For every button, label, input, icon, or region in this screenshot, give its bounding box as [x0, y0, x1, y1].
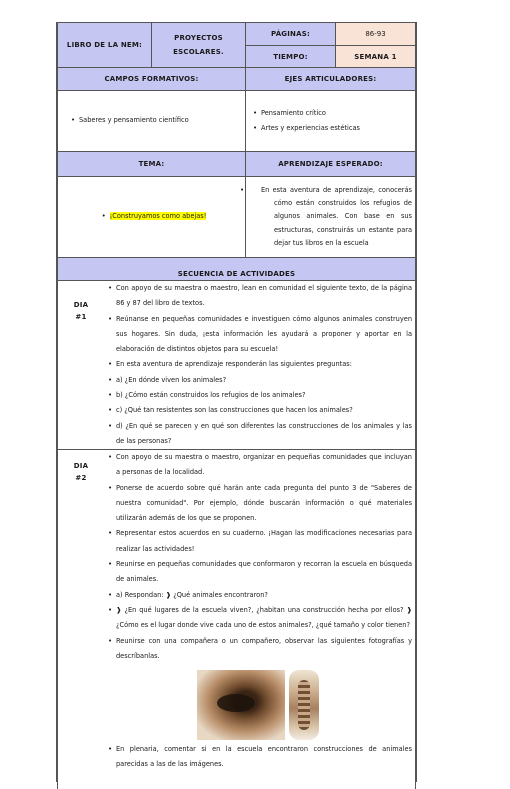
campos-title-cell — [57, 67, 246, 91]
cocoon-photo — [289, 670, 319, 740]
tema-content-cell — [57, 176, 246, 258]
day1-list — [103, 281, 412, 449]
ejes-item: • Pensamiento crítico — [248, 106, 360, 121]
aprendizaje-title-cell — [245, 151, 416, 177]
campos-list — [66, 113, 189, 128]
day2-item: • Reunirse en pequeñas comunidades que conformaron y recorran la escuela en búsqueda de animales. — [103, 557, 412, 588]
ejes-title: EJES ARTICULADORES: — [284, 75, 377, 83]
day1-item: • Con apoyo de su maestra o maestro, lean en comunidad el siguiente texto, de la página 86 y 87 del libro de textos. — [103, 281, 412, 312]
ejes-list — [248, 106, 360, 137]
day2-closing-item: • En plenaria, comentar si en la escuela encontraron construcciones de animales parecidas a las de las imágenes. — [103, 742, 412, 773]
tema-title-cell — [57, 151, 246, 177]
libro-label-cell — [57, 22, 152, 68]
campos-title: CAMPOS FORMATIVOS: — [104, 75, 199, 83]
aprendizaje-list — [248, 184, 412, 250]
tema-list — [97, 209, 207, 224]
paginas-value: 86-93 — [365, 30, 386, 38]
day1-item: • c) ¿Qué tan resistentes son las construcciones que hacen los animales? — [103, 403, 412, 418]
libro-value: PROYECTOS ESCOLARES. — [173, 34, 224, 56]
day1-label: DIA #1 — [73, 301, 89, 321]
day2-item: • Reunirse con una compañera o un compañero, observar las siguientes fotografías y descríbanlas. — [103, 634, 412, 665]
campos-item: • Saberes y pensamiento científico — [66, 113, 189, 128]
day2-item: • Representar estos acuerdos en su cuaderno. ¡Hagan las modificaciones necesarias para realizar las actividades! — [103, 526, 412, 557]
nest-photo — [197, 670, 285, 740]
libro-value-cell — [151, 22, 246, 68]
day2-item: • ❱ ¿En qué lugares de la escuela viven?, ¿habitan una construcción hecha por ellos? ❱ ¿Cómo es el lugar donde vive cada uno de estos animales?, ¿qué tamaño y color tienen? — [103, 603, 412, 634]
day1-item: • d) ¿En qué se parecen y en qué son diferentes las construcciones de los animales y las de las personas? — [103, 419, 412, 450]
aprendizaje-content-cell — [245, 176, 416, 258]
paginas-value-cell — [335, 22, 416, 46]
day2-body — [103, 450, 412, 773]
day2-item: • a) Respondan: ❱ ¿Qué animales encontraron? — [103, 588, 412, 603]
photo-row — [103, 670, 412, 740]
day2-list — [103, 450, 412, 664]
secuencia-title-cell — [57, 257, 416, 281]
campos-content-cell — [57, 90, 246, 152]
tema-item — [97, 209, 207, 224]
aprendizaje-title: APRENDIZAJE ESPERADO: — [278, 160, 383, 168]
libro-label: LIBRO DE LA NEM: — [66, 41, 143, 49]
paginas-label-cell — [245, 22, 336, 46]
lesson-plan-sheet — [56, 22, 417, 782]
day2-item: • Con apoyo de su maestra o maestro, organizar en pequeñas comunidades que incluyan a personas de la localidad. — [103, 450, 412, 481]
day1-item: • En esta aventura de aprendizaje responderán las siguientes preguntas: — [103, 357, 412, 372]
day2-closing-list — [103, 742, 412, 773]
aprendizaje-text: • En esta aventura de aprendizaje, conocerás cómo están construidos los refugios de algunos animales. Con base en sus estructuras, construirás un estante para dejar tus libros en la escuela — [248, 184, 412, 250]
ejes-item: • Artes y experiencias estéticas — [248, 121, 360, 136]
paginas-label: PÁGINAS: — [271, 30, 310, 38]
day2-label-cell — [57, 449, 104, 789]
day2-item: • Ponerse de acuerdo sobre qué harán ante cada pregunta del punto 3 de "Saberes de nuestra comunidad". Por ejemplo, dónde buscarán información o qué materiales utilizarán además de los que se proponen. — [103, 481, 412, 527]
day2-label: DIA #2 — [73, 462, 89, 482]
day2-content-cell — [103, 449, 416, 789]
day1-item: • a) ¿En dónde viven los animales? — [103, 373, 412, 388]
ejes-content-cell — [245, 90, 416, 152]
day1-item: • Reúnanse en pequeñas comunidades e investiguen cómo algunos animales construyen sus hogares. Sin duda, ¡esta información les ayudará a proponer y aportar en la elaboración de distintos objetos para su escuela! — [103, 312, 412, 358]
tema-value: ¡Construyamos como abejas! — [109, 212, 207, 221]
tiempo-value-cell — [335, 45, 416, 68]
tiempo-label-cell — [245, 45, 336, 68]
tiempo-value: SEMANA 1 — [354, 52, 397, 61]
day1-item: • b) ¿Cómo están construidos los refugios de los animales? — [103, 388, 412, 403]
ejes-title-cell — [245, 67, 416, 91]
tema-title: TEMA: — [138, 160, 165, 168]
day1-label-cell — [57, 280, 104, 450]
tiempo-label: TIEMPO: — [273, 52, 308, 61]
secuencia-title: SECUENCIA DE ACTIVIDADES — [177, 270, 296, 278]
day1-content-cell — [103, 280, 416, 450]
